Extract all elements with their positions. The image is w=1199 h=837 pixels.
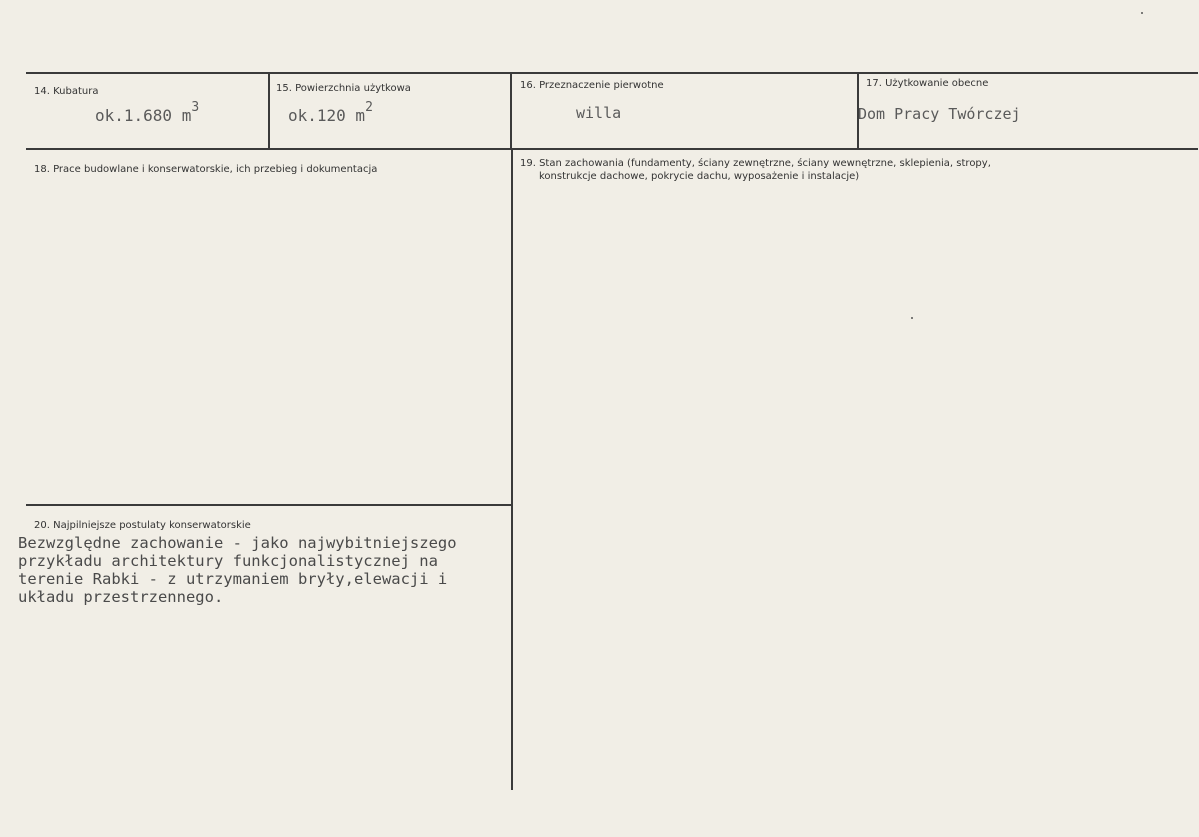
volume-text: ok.1.680 m [95,106,192,125]
postulate-line: terenie Rabki - z utrzymaniem bryły,elewacji i [18,570,448,588]
field-15-value [288,100,373,125]
top-rule [26,72,1198,74]
field-17-value: Dom Pracy Twórczej [858,105,1021,123]
field-17-label: 17. Użytkowanie obecne [866,78,989,89]
main-column-divider [511,148,513,790]
area-exponent: 2 [365,100,373,115]
field-16-value: willa [576,104,622,122]
postulate-line: przykładu architektury funkcjonalistycznej na [18,552,438,570]
area-text: ok.120 m [288,106,366,125]
field-20-label: 20. Najpilniejsze postulaty konserwatorskie [34,520,251,531]
field-19-label-line2: konstrukcje dachowe, pokrycie dachu, wyposażenie i instalacje) [539,171,860,182]
field-14-label: 14. Kubatura [34,86,99,97]
field-16-label: 16. Przeznaczenie pierwotne [520,80,664,91]
column-divider-15-16 [510,72,512,148]
row-divider [26,148,1198,150]
postulate-line: układu przestrzennego. [18,588,224,606]
field-20-text [18,534,518,606]
field-15-label: 15. Powierzchnia użytkowa [276,83,411,94]
field-14-value [95,100,199,125]
field-18-label: 18. Prace budowlane i konserwatorskie, ich przebieg i dokumentacja [34,164,378,175]
paper-speck [911,317,913,319]
paper-speck [1141,12,1143,14]
column-divider-14-15 [268,72,270,148]
section-divider-20 [26,504,511,506]
postulate-line: Bezwzględne zachowanie - jako najwybitniejszego [18,534,457,552]
volume-exponent: 3 [191,100,200,115]
field-19-label-line1: 19. Stan zachowania (fundamenty, ściany zewnętrzne, ściany wewnętrzne, sklepienia, stropy, [520,158,991,169]
